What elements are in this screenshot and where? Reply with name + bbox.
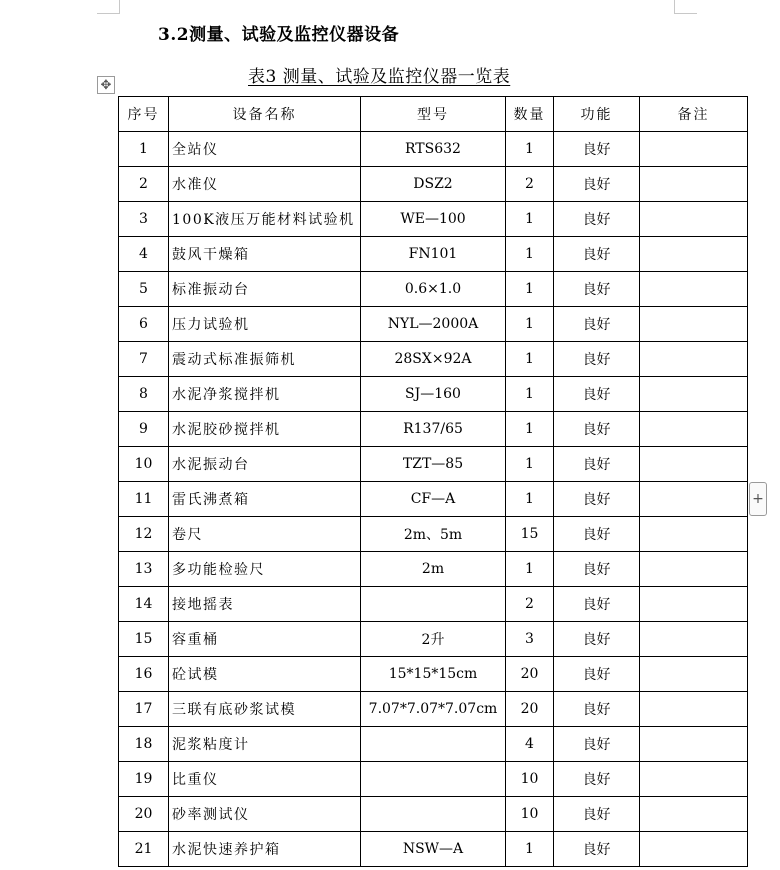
table-body xyxy=(119,132,748,867)
cell-index: 8 xyxy=(119,377,169,412)
cell-quantity: 1 xyxy=(506,202,554,237)
cell-quantity: 4 xyxy=(506,727,554,762)
cell-quantity: 1 xyxy=(506,307,554,342)
table-row xyxy=(119,237,748,272)
cell-remarks xyxy=(640,167,748,202)
cell-function: 良好 xyxy=(554,447,640,482)
cell-model: NYL—2000A xyxy=(361,307,506,342)
cell-remarks xyxy=(640,377,748,412)
header-quantity: 数量 xyxy=(506,97,554,132)
cell-index: 7 xyxy=(119,342,169,377)
table-row xyxy=(119,307,748,342)
cell-name: 卷尺 xyxy=(169,517,361,552)
cell-quantity: 1 xyxy=(506,342,554,377)
cell-model: SJ—160 xyxy=(361,377,506,412)
cell-remarks xyxy=(640,272,748,307)
cell-remarks xyxy=(640,587,748,622)
cell-function: 良好 xyxy=(554,272,640,307)
cell-remarks xyxy=(640,482,748,517)
cell-index: 20 xyxy=(119,797,169,832)
cell-name: 全站仪 xyxy=(169,132,361,167)
cell-function: 良好 xyxy=(554,587,640,622)
cell-function: 良好 xyxy=(554,517,640,552)
table-row xyxy=(119,552,748,587)
cell-quantity: 1 xyxy=(506,377,554,412)
cell-quantity: 1 xyxy=(506,237,554,272)
cell-remarks xyxy=(640,342,748,377)
table-row xyxy=(119,797,748,832)
cell-model: 15*15*15cm xyxy=(361,657,506,692)
plus-icon[interactable]: + xyxy=(749,482,767,516)
cell-index: 10 xyxy=(119,447,169,482)
cell-function: 良好 xyxy=(554,412,640,447)
cell-function: 良好 xyxy=(554,762,640,797)
cell-model: WE—100 xyxy=(361,202,506,237)
cell-model: RTS632 xyxy=(361,132,506,167)
cell-function: 良好 xyxy=(554,832,640,867)
cell-model: DSZ2 xyxy=(361,167,506,202)
cell-quantity: 1 xyxy=(506,132,554,167)
cell-remarks xyxy=(640,832,748,867)
cell-model: 7.07*7.07*7.07cm xyxy=(361,692,506,727)
cell-name: 鼓风干燥箱 xyxy=(169,237,361,272)
cell-model: TZT—85 xyxy=(361,447,506,482)
cell-function: 良好 xyxy=(554,622,640,657)
cell-index: 14 xyxy=(119,587,169,622)
cell-name: 砂率测试仪 xyxy=(169,797,361,832)
cell-index: 19 xyxy=(119,762,169,797)
cell-quantity: 20 xyxy=(506,657,554,692)
cell-name: 水准仪 xyxy=(169,167,361,202)
cell-remarks xyxy=(640,797,748,832)
cell-name: 容重桶 xyxy=(169,622,361,657)
cell-index: 5 xyxy=(119,272,169,307)
table-row xyxy=(119,132,748,167)
cell-index: 2 xyxy=(119,167,169,202)
cell-model: FN101 xyxy=(361,237,506,272)
cell-function: 良好 xyxy=(554,692,640,727)
cell-quantity: 15 xyxy=(506,517,554,552)
table-row xyxy=(119,587,748,622)
cell-model xyxy=(361,587,506,622)
cell-name: 砼试模 xyxy=(169,657,361,692)
cell-index: 11 xyxy=(119,482,169,517)
cell-function: 良好 xyxy=(554,552,640,587)
cell-remarks xyxy=(640,412,748,447)
table-row xyxy=(119,727,748,762)
cell-index: 9 xyxy=(119,412,169,447)
cell-model xyxy=(361,797,506,832)
cell-function: 良好 xyxy=(554,202,640,237)
page-margin-corner-left xyxy=(97,0,120,14)
cell-name: 水泥振动台 xyxy=(169,447,361,482)
table-caption: 表3 测量、试验及监控仪器一览表 xyxy=(248,67,511,87)
cell-model: 28SX×92A xyxy=(361,342,506,377)
cell-function: 良好 xyxy=(554,797,640,832)
header-index: 序号 xyxy=(119,97,169,132)
cell-name: 100K液压万能材料试验机 xyxy=(169,202,361,237)
header-model: 型号 xyxy=(361,97,506,132)
cell-function: 良好 xyxy=(554,237,640,272)
move-arrows-icon[interactable]: ✥ xyxy=(97,76,115,94)
cell-name: 水泥净浆搅拌机 xyxy=(169,377,361,412)
cell-model: CF—A xyxy=(361,482,506,517)
cell-index: 4 xyxy=(119,237,169,272)
cell-index: 3 xyxy=(119,202,169,237)
cell-model xyxy=(361,762,506,797)
cell-function: 良好 xyxy=(554,377,640,412)
cell-quantity: 1 xyxy=(506,272,554,307)
cell-quantity: 1 xyxy=(506,412,554,447)
cell-name: 多功能检验尺 xyxy=(169,552,361,587)
cell-remarks xyxy=(640,552,748,587)
cell-quantity: 20 xyxy=(506,692,554,727)
cell-index: 1 xyxy=(119,132,169,167)
equipment-table xyxy=(118,96,748,867)
cell-remarks xyxy=(640,517,748,552)
cell-quantity: 1 xyxy=(506,552,554,587)
cell-remarks xyxy=(640,762,748,797)
table-row xyxy=(119,762,748,797)
cell-name: 泥浆粘度计 xyxy=(169,727,361,762)
cell-model: 2m xyxy=(361,552,506,587)
cell-index: 16 xyxy=(119,657,169,692)
table-row xyxy=(119,412,748,447)
table-row xyxy=(119,657,748,692)
cell-quantity: 10 xyxy=(506,797,554,832)
cell-function: 良好 xyxy=(554,167,640,202)
cell-name: 比重仪 xyxy=(169,762,361,797)
table-row xyxy=(119,622,748,657)
page-margin-corner-right xyxy=(674,0,697,14)
cell-quantity: 1 xyxy=(506,447,554,482)
cell-function: 良好 xyxy=(554,342,640,377)
cell-function: 良好 xyxy=(554,727,640,762)
cell-quantity: 2 xyxy=(506,587,554,622)
cell-quantity: 3 xyxy=(506,622,554,657)
header-remarks: 备注 xyxy=(640,97,748,132)
cell-remarks xyxy=(640,692,748,727)
table-row xyxy=(119,447,748,482)
cell-quantity: 2 xyxy=(506,167,554,202)
cell-name: 水泥快速养护箱 xyxy=(169,832,361,867)
cell-remarks xyxy=(640,622,748,657)
cell-name: 标准振动台 xyxy=(169,272,361,307)
cell-quantity: 1 xyxy=(506,482,554,517)
cell-model: 2升 xyxy=(361,622,506,657)
cell-name: 三联有底砂浆试模 xyxy=(169,692,361,727)
cell-quantity: 1 xyxy=(506,832,554,867)
cell-model: 0.6×1.0 xyxy=(361,272,506,307)
cell-model: NSW—A xyxy=(361,832,506,867)
table-row xyxy=(119,832,748,867)
cell-remarks xyxy=(640,202,748,237)
cell-index: 15 xyxy=(119,622,169,657)
table-row xyxy=(119,167,748,202)
cell-model: R137/65 xyxy=(361,412,506,447)
cell-remarks xyxy=(640,307,748,342)
cell-function: 良好 xyxy=(554,132,640,167)
cell-index: 6 xyxy=(119,307,169,342)
cell-remarks xyxy=(640,447,748,482)
table-row xyxy=(119,272,748,307)
table-row xyxy=(119,202,748,237)
table-row xyxy=(119,692,748,727)
cell-model: 2m、5m xyxy=(361,517,506,552)
section-title: 3.2测量、试验及监控仪器设备 xyxy=(158,25,400,45)
cell-remarks xyxy=(640,132,748,167)
table-header-row xyxy=(119,97,748,132)
cell-remarks xyxy=(640,657,748,692)
cell-index: 21 xyxy=(119,832,169,867)
header-function: 功能 xyxy=(554,97,640,132)
table-row xyxy=(119,517,748,552)
cell-index: 13 xyxy=(119,552,169,587)
cell-index: 17 xyxy=(119,692,169,727)
cell-name: 水泥胶砂搅拌机 xyxy=(169,412,361,447)
cell-quantity: 10 xyxy=(506,762,554,797)
cell-name: 震动式标准振筛机 xyxy=(169,342,361,377)
table-row xyxy=(119,482,748,517)
cell-function: 良好 xyxy=(554,307,640,342)
cell-name: 接地摇表 xyxy=(169,587,361,622)
cell-function: 良好 xyxy=(554,482,640,517)
cell-function: 良好 xyxy=(554,657,640,692)
cell-index: 18 xyxy=(119,727,169,762)
header-name: 设备名称 xyxy=(169,97,361,132)
cell-remarks xyxy=(640,727,748,762)
cell-remarks xyxy=(640,237,748,272)
cell-name: 压力试验机 xyxy=(169,307,361,342)
table-row xyxy=(119,377,748,412)
cell-model xyxy=(361,727,506,762)
cell-index: 12 xyxy=(119,517,169,552)
table-row xyxy=(119,342,748,377)
cell-name: 雷氏沸煮箱 xyxy=(169,482,361,517)
